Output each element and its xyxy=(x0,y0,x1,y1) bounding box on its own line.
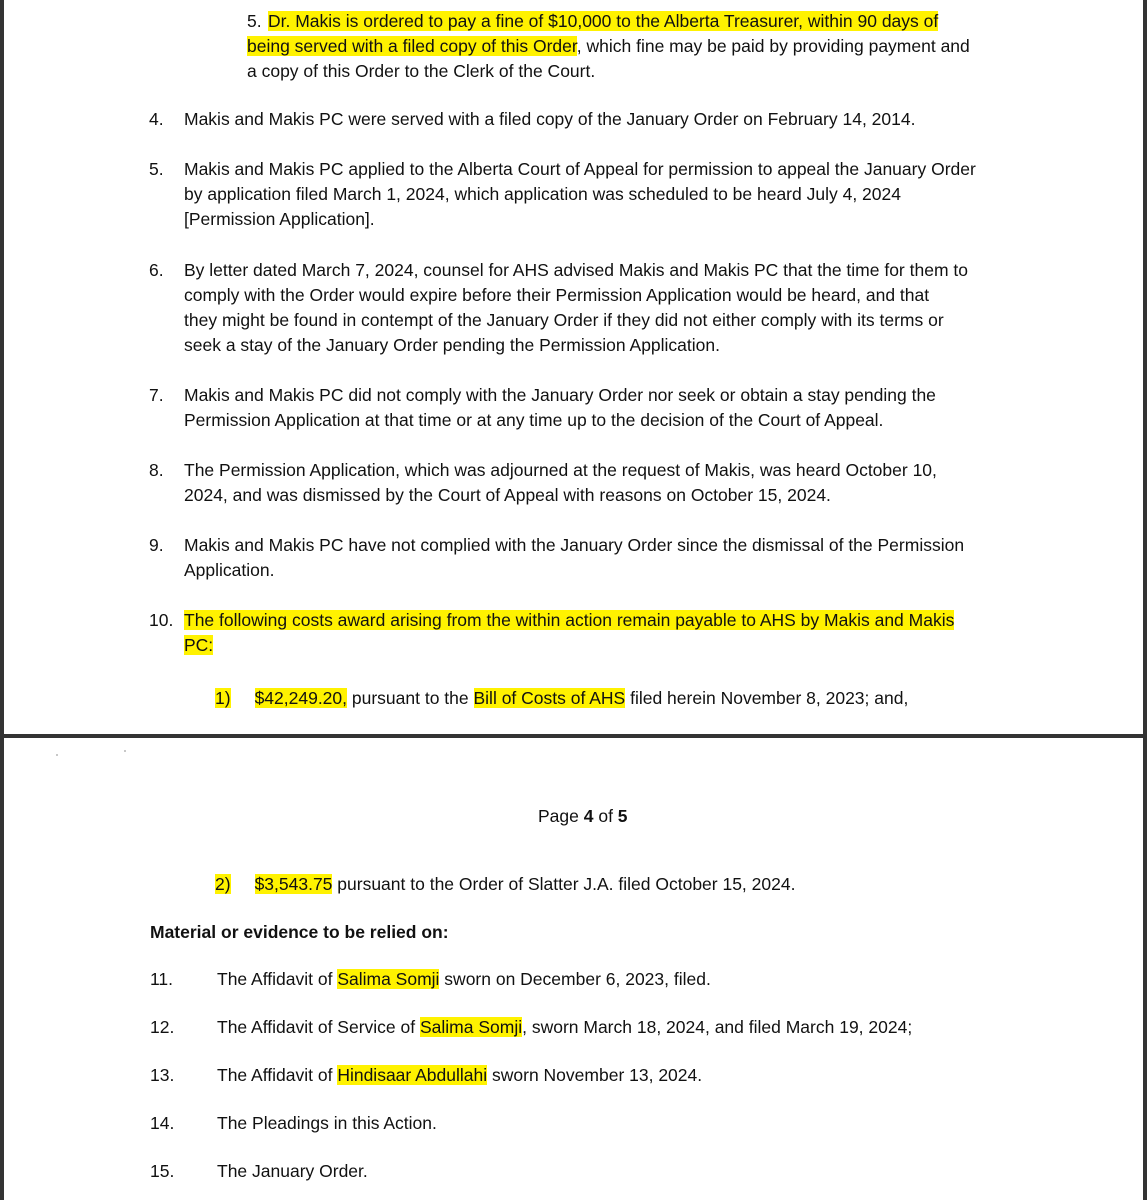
evidence-number: 14. xyxy=(150,1113,175,1133)
paragraph-line: seek a stay of the January Order pending the Permission Application. xyxy=(184,335,720,355)
paragraph-line: [Permission Application]. xyxy=(184,209,375,229)
paragraph-line xyxy=(184,608,954,633)
highlighted-text: PC: xyxy=(184,635,214,655)
evidence-number: 12. xyxy=(150,1017,175,1037)
paragraph-line: The Permission Application, which was adjourned at the request of Makis, was heard October 10, xyxy=(184,460,937,480)
paragraph-line: By letter dated March 7, 2024, counsel for AHS advised Makis and Makis PC that the time for them to xyxy=(184,260,968,280)
name-highlight: Hindisaar Abdullahi xyxy=(337,1065,488,1085)
sub-item-line: being served with a filed copy of this Order, which fine may be paid by providing payment and xyxy=(247,36,970,56)
sub-item-line xyxy=(268,9,938,34)
paragraph-line: they might be found in contempt of the January Order if they did not either comply with its terms or xyxy=(184,310,944,330)
paragraph-line: 2024, and was dismissed by the Court of Appeal with reasons on October 15, 2024. xyxy=(184,485,831,505)
evidence-item: The Affidavit of Service of Salima Somji, sworn March 18, 2024, and filed March 19, 2024; xyxy=(217,1017,913,1037)
name-highlight: Salima Somji xyxy=(419,1017,523,1037)
scan-speck xyxy=(56,754,58,756)
cost-amount: $42,249.20, xyxy=(254,688,348,708)
page-number-footer: Page 4 of 5 xyxy=(538,806,628,826)
paragraph-number: 5. xyxy=(149,159,164,179)
sub-item-line: a copy of this Order to the Clerk of the Court. xyxy=(247,61,596,81)
scan-speck xyxy=(124,750,126,752)
evidence-number: 15. xyxy=(150,1161,175,1181)
evidence-item: The Affidavit of Hindisaar Abdullahi sworn November 13, 2024. xyxy=(217,1065,703,1085)
document-page-bottom xyxy=(0,734,1147,1200)
cost-label: 1) xyxy=(215,688,231,708)
paragraph-number: 9. xyxy=(149,535,164,555)
highlighted-text: being served with a filed copy of this Order xyxy=(247,36,577,56)
cost-amount: $3,543.75 xyxy=(254,874,333,894)
paragraph-line: Permission Application at that time or at any time up to the decision of the Court of Appeal. xyxy=(184,410,884,430)
paragraph-line: Makis and Makis PC have not complied with the January Order since the dismissal of the Permission xyxy=(184,535,965,555)
cost-label: 2) xyxy=(215,874,231,894)
paragraph-line: Application. xyxy=(184,560,275,580)
paragraph-line: by application filed March 1, 2024, which application was scheduled to be heard July 4, 2024 xyxy=(184,184,901,204)
section-heading: Material or evidence to be relied on: xyxy=(150,922,449,942)
paragraph-number: 4. xyxy=(149,109,164,129)
paragraph-line xyxy=(184,633,213,658)
evidence-item: The Affidavit of Salima Somji sworn on December 6, 2023, filed. xyxy=(217,969,711,989)
paragraph-line: Makis and Makis PC applied to the Alberta Court of Appeal for permission to appeal the January Order xyxy=(184,159,976,179)
highlighted-text: Dr. Makis is ordered to pay a fine of $10,000 to the Alberta Treasurer, within 90 days of xyxy=(268,11,939,31)
sub-item-number: 5. xyxy=(247,11,262,31)
paragraph-line: Makis and Makis PC did not comply with the January Order nor seek or obtain a stay pending the xyxy=(184,385,936,405)
paragraph-line: Makis and Makis PC were served with a filed copy of the January Order on February 14, 2014. xyxy=(184,109,916,129)
evidence-item: The January Order. xyxy=(217,1161,368,1181)
paragraph-number: 6. xyxy=(149,260,164,280)
paragraph-number: 7. xyxy=(149,385,164,405)
evidence-number: 11. xyxy=(150,969,174,989)
name-highlight: Salima Somji xyxy=(337,969,440,989)
evidence-item: The Pleadings in this Action. xyxy=(217,1113,437,1133)
bill-of-costs-highlight: Bill of Costs of AHS xyxy=(473,688,626,708)
paragraph-number: 8. xyxy=(149,460,164,480)
paragraph-line: comply with the Order would expire before their Permission Application would be heard, and that xyxy=(184,285,930,305)
paragraph-number: 10. xyxy=(149,610,174,630)
evidence-number: 13. xyxy=(150,1065,175,1085)
cost-item: 1) $42,249.20, pursuant to the Bill of Costs of AHS filed herein November 8, 2023; and, xyxy=(215,688,909,708)
highlighted-text: The following costs award arising from the within action remain payable to AHS by Makis and Makis xyxy=(184,610,955,630)
cost-item: 2) $3,543.75 pursuant to the Order of Slatter J.A. filed October 15, 2024. xyxy=(215,874,796,894)
